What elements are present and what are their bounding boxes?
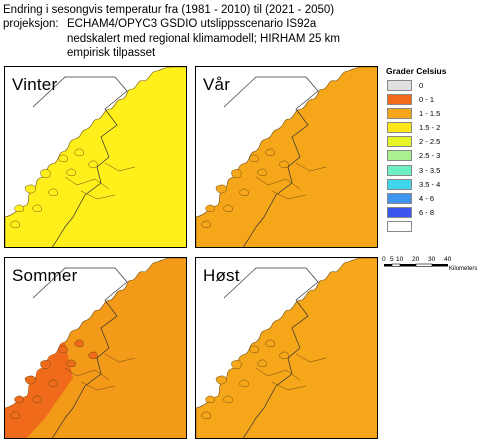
island: [33, 205, 42, 212]
island: [240, 380, 249, 387]
scale-tick-30: 30: [428, 256, 436, 263]
legend-swatch: [387, 221, 412, 232]
scale-tick-0: 0: [382, 256, 386, 263]
island: [280, 352, 289, 359]
island: [59, 346, 68, 353]
legend-item: [386, 79, 478, 93]
map-legend: [386, 66, 478, 234]
legend-swatch: [387, 94, 412, 105]
scale-tick-5: 5: [390, 256, 394, 263]
island: [250, 155, 259, 162]
island: [206, 396, 215, 403]
legend-item: [386, 178, 478, 192]
island: [232, 360, 242, 368]
island: [206, 205, 215, 212]
legend-swatch: [387, 122, 412, 133]
island: [75, 340, 84, 347]
title-line-1: Endring i sesongvis temperatur fra (1981 - 2010) til (2021 - 2050): [3, 4, 335, 16]
island: [258, 360, 267, 367]
island: [15, 396, 24, 403]
legend-item: [386, 149, 478, 163]
scale-tick-20: 20: [412, 256, 420, 263]
legend-label: 3 - 3.5: [419, 165, 441, 175]
island: [266, 149, 275, 156]
title-line-3: nedskalert med regional klimamodell; HIRHAM 25 km: [67, 32, 340, 45]
legend-swatch: [387, 207, 412, 218]
scale-tick-10: 10: [396, 256, 404, 263]
island: [232, 169, 242, 177]
scale-tick-40: 40: [444, 256, 452, 263]
legend-items: [386, 79, 478, 234]
legend-label: 1.5 - 2: [419, 123, 441, 133]
legend-label: 0 - 1: [419, 95, 435, 105]
legend-label: 4 - 6: [419, 193, 435, 203]
legend-label: 0: [419, 81, 424, 90]
island: [41, 360, 51, 368]
island: [216, 185, 226, 193]
island: [258, 169, 267, 176]
island: [11, 221, 20, 228]
legend-swatch: [387, 108, 412, 119]
legend-item: [386, 206, 478, 220]
island: [25, 185, 35, 193]
legend-item: [386, 192, 478, 206]
island: [49, 189, 58, 196]
title-projection-text: ECHAM4/OPYC3 GSDIO utslippsscenario IS92a: [67, 18, 317, 31]
island: [216, 376, 226, 384]
island: [25, 376, 35, 384]
map-panel-var-label: Vår: [203, 75, 231, 94]
island: [250, 346, 259, 353]
legend-label: 3.5 - 4: [419, 179, 441, 189]
island: [89, 352, 98, 359]
scale-bar: [382, 256, 480, 276]
island: [89, 161, 98, 168]
title-projection-label: projeksjon:: [3, 18, 59, 31]
legend-item: [386, 107, 478, 121]
legend-label: 1 - 1.5: [419, 109, 441, 119]
island: [41, 169, 51, 177]
map-panel-vinter-label: Vinter: [12, 75, 58, 94]
island: [59, 155, 68, 162]
legend-item: [386, 164, 478, 178]
legend-swatch: [387, 80, 412, 91]
island: [15, 205, 24, 212]
island: [75, 149, 84, 156]
island: [33, 396, 42, 403]
legend-swatch: [387, 193, 412, 204]
legend-swatch: [387, 136, 412, 147]
island: [67, 360, 76, 367]
legend-swatch: [387, 179, 412, 190]
legend-label: 2 - 2.5: [419, 137, 441, 147]
island: [11, 412, 20, 419]
scale-bar-units: Kilometers: [449, 266, 478, 272]
map-title-block: [3, 3, 413, 61]
island: [224, 205, 233, 212]
island: [266, 340, 275, 347]
island: [202, 412, 211, 419]
island: [240, 189, 249, 196]
map-panel-host: [195, 257, 378, 439]
island: [280, 161, 289, 168]
map-panel-sommer-label: Sommer: [12, 266, 78, 285]
legend-label: 6 - 8: [419, 207, 435, 217]
map-panel-vinter: [4, 66, 187, 248]
legend-item: [386, 121, 478, 135]
island: [202, 221, 211, 228]
title-line-2: [3, 17, 413, 31]
legend-title: Grader Celsius: [386, 66, 447, 76]
island: [67, 169, 76, 176]
legend-swatch: [387, 165, 412, 176]
legend-item: [386, 135, 478, 149]
map-panel-sommer: [4, 257, 187, 439]
island: [224, 396, 233, 403]
legend-swatch: [387, 150, 412, 161]
legend-item: [386, 93, 478, 107]
legend-item: [386, 220, 478, 234]
legend-label: 2.5 - 3: [419, 151, 441, 161]
map-panel-host-label: Høst: [203, 266, 240, 285]
map-panel-var: [195, 66, 378, 248]
island: [49, 380, 58, 387]
title-line-4: empirisk tilpasset: [67, 47, 156, 60]
